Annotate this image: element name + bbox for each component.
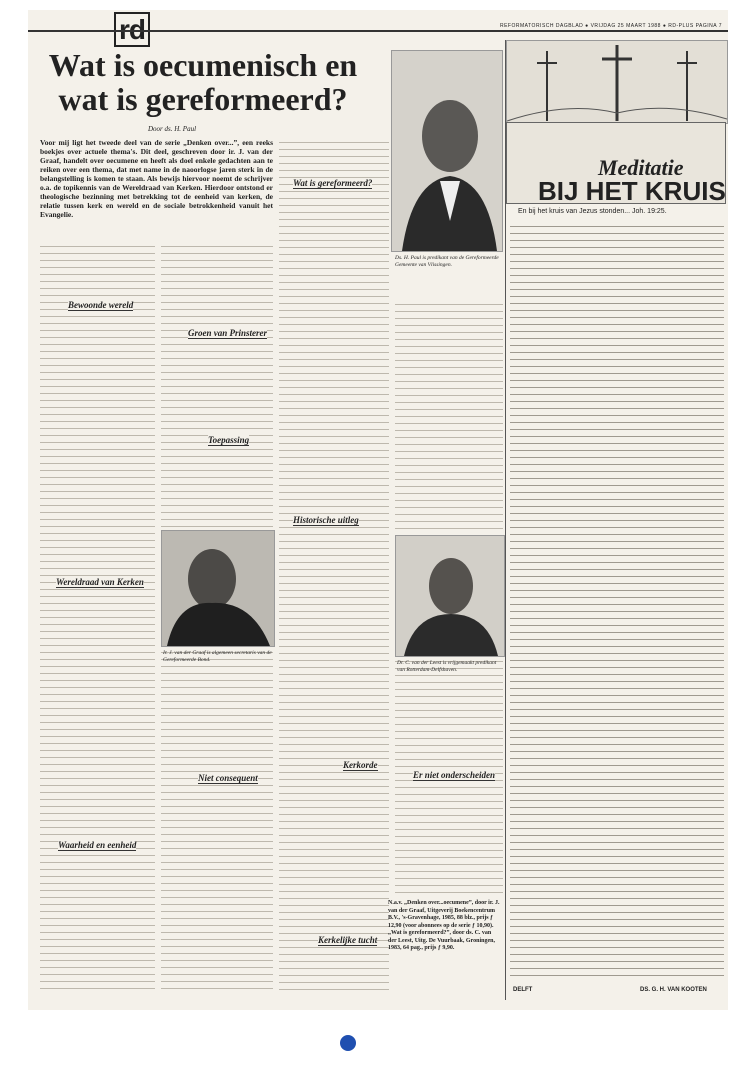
body-column-3 [279, 138, 389, 992]
photo-van-der-graaf [161, 530, 275, 647]
body-column-1 [40, 242, 155, 992]
blue-marker [340, 1035, 356, 1051]
article-byline: Door ds. H. Paul [148, 125, 197, 133]
heading-waarheid: Waarheid en eenheid [58, 840, 137, 850]
masthead-logo: rd [114, 14, 150, 46]
meditatie-author: DS. G. H. VAN KOOTEN [640, 987, 707, 993]
heading-niet-consequent: Niet consequent [198, 773, 258, 783]
meditatie-place: DELFT [513, 987, 533, 993]
caption-van-der-graaf: Ir. J. van der Graaf is algemeen secretaris van de Gereformeerde Bond. [163, 650, 272, 663]
heading-kerkorde: Kerkorde [343, 760, 378, 770]
photo-van-der-leest [395, 535, 505, 657]
masthead-rule [28, 30, 728, 32]
caption-paul: Ds. H. Paul is predikant van de Gereformeerde Gemeente van Vlissingen. [395, 255, 499, 268]
meditatie-body [510, 222, 724, 982]
meditatie-illustration [506, 40, 728, 124]
meditatie-title: BIJ HET KRUIS [538, 176, 726, 206]
book-info: N.a.v. „Denken over...oecumene”, door ir. J. van der Graaf, Uitgeverij Boekencentrum B.V., 's-Gravenhage, 1985, 88 blz., prijs ƒ 12,90 (voor abonnees op de serie ƒ 10,90). „Wat is gereformeerd?”, door ds. C. van der Leest, Uitg. De Vuurbaak, Groningen, 1983, 64 pag., prijs ƒ 9,90. [388, 900, 500, 951]
heading-wereldraad: Wereldraad van Kerken [56, 577, 144, 587]
caption-van-der-leest: Dr. C. van der Leest is vrijgemaakt predikant van Rotterdam-Delfshaven. [397, 660, 497, 673]
meditatie-label: Meditatie [598, 155, 684, 180]
meditatie-subtitle: En bij het kruis van Jezus stonden... Joh. 19:25. [518, 208, 667, 215]
heading-niet-onderscheiden: Er niet onderscheiden [413, 770, 496, 780]
page-folio: REFORMATORISCH DAGBLAD ● VRIJDAG 25 MAART 1988 ● RD-PLUS PAGINA 7 [499, 23, 722, 29]
heading-gereformeerd: Wat is gereformeerd? [293, 178, 373, 188]
photo-ds-paul [391, 50, 503, 252]
heading-kerkelijke-tucht: Kerkelijke tucht [318, 935, 378, 945]
article-title: Wat is oecumenisch en wat is gereformeerd? [48, 47, 358, 117]
heading-groen: Groen van Prinsterer [188, 328, 268, 338]
heading-toepassing: Toepassing [208, 435, 250, 445]
heading-bewoonde-wereld: Bewoonde wereld [68, 300, 134, 310]
article-lead: Voor mij ligt het tweede deel van de serie „Denken over...”, een reeks boekjes over actuele thema's. Dit deel, geschreven door ir. J. van der Graaf, handelt over oecumene en heeft als doel enkele gedachten aan te reiken over een thema, dat met name in de naoorlogse jaren sterk in de belangstelling is komen te staan. Als bewijs hiervoor noemt de schrijver o.a. de topikennis van de Wereldraad van Kerken. Hierdoor ontstond er theologische bezinning met betrekking tot de eenheid van kerken, de relatie tussen kerk en wereld en de sociale betrokkenheid vanuit het Evangelie. [40, 138, 273, 219]
heading-historische: Historische uitleg [293, 515, 359, 525]
newspaper-page [28, 10, 728, 1010]
